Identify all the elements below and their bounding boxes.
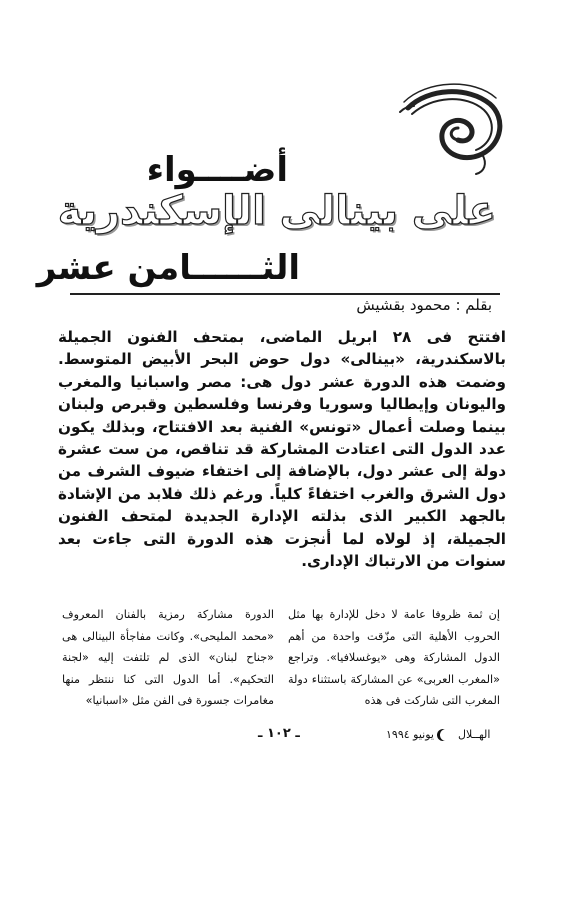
footer-masthead: [386, 728, 490, 741]
divider: [70, 293, 500, 295]
magazine-name: الهــلال: [457, 728, 491, 741]
issue-date: يونيو ١٩٩٤: [386, 728, 434, 741]
body-paragraph: إن ثمة ظروفا عامة لا دخل للإدارة بها مثل الحروب الأهلية التى مزّقت واحدة من أهم الدول المشاركة وهى «يوغسلافيا». وتراجع «المغرب العربى» عن المشاركة باستثناء دولة المغرب التى شاركت فى هذه: [288, 608, 500, 708]
body-column-right: [288, 604, 500, 712]
author-byline: بقلم : محمود بقشيش: [356, 296, 492, 314]
swirl-ornament-icon: [398, 78, 510, 176]
page-title: على بينالى الإسكندرية: [57, 188, 496, 234]
page-subtitle: الثــــــامن عشر: [36, 248, 300, 288]
lead-paragraph: افتتح فى ٢٨ ابريل الماضى، بمتحف الفنون الجميلة بالاسكندرية، «بينالى» دول حوض البحر الأبيض المتوسط. وضمت هذه الدورة عشر دول هى: مصر واسبانيا والمغرب واليونان وإيطاليا وسوريا وفرنسا وفلسطين وقبرص ولبنان بينما وصلت أعمال «تونس» الفنية بعد الافتتاح، وبذلك يكون عدد الدول التى اعتادت المشاركة قد تناقص، من ست عشرة دولة إلى عشر دول، بالإضافة إلى اختفاء ضيوف الشرف من دول الشرق والغرب اختفاءً كلياً. ورغم ذلك فلابد من الإشادة بالجهد الكبير الذى بذلته الإدارة الجديدة لمتحف الفنون الجميلة، إذ لولاه لما أنجزت هذه الدورة التى جاءت بعد سنوات من الارتباك الإدارى.: [58, 328, 506, 571]
crescent-icon: [440, 729, 452, 741]
body-column-left: [62, 604, 274, 712]
page-number: ـ ١٠٢ ـ: [258, 726, 300, 741]
body-paragraph: الدورة مشاركة رمزية بالفنان المعروف «محمد المليحى». وكانت مفاجأة البينالى هى «جناح لبنان» الذى لم تلتفت إليه «لجنة التحكيم». أما الدول التى كنا ننتظر منها مغامرات جسورة فى الفن مثل «اسبانيا»: [62, 608, 274, 708]
kicker-title: أضــــواء: [146, 150, 288, 190]
lead-paragraph-block: [58, 326, 506, 572]
